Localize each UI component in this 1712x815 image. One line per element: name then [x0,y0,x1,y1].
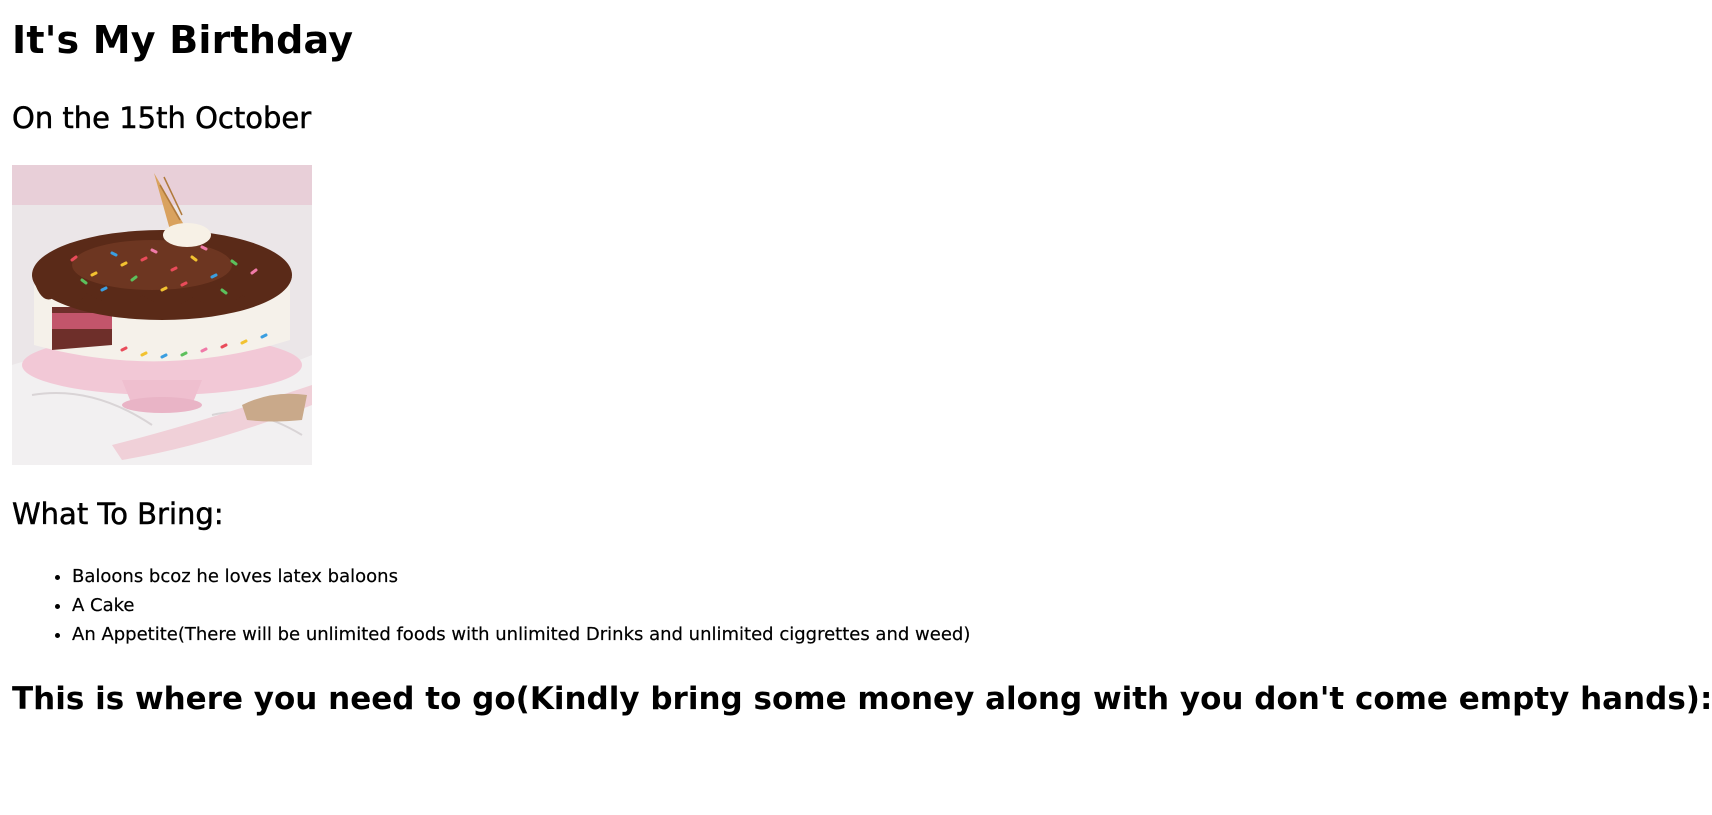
list-item: • An Appetite(There will be unlimited foods with unlimited Drinks and unlimited ciggrettes and weed) [72,620,970,649]
what-to-bring-heading: What To Bring: [12,497,224,531]
birthday-cake-image [12,165,312,465]
bring-list [12,562,970,649]
date-heading: On the 15th October [12,101,312,135]
list-item: • A Cake [72,591,970,620]
page-title: It's My Birthday [12,18,354,62]
list-item: • Baloons bcoz he loves latex baloons [72,562,970,591]
location-heading: This is where you need to go(Kindly bring some money along with you don't come empty hands): [12,681,1712,717]
